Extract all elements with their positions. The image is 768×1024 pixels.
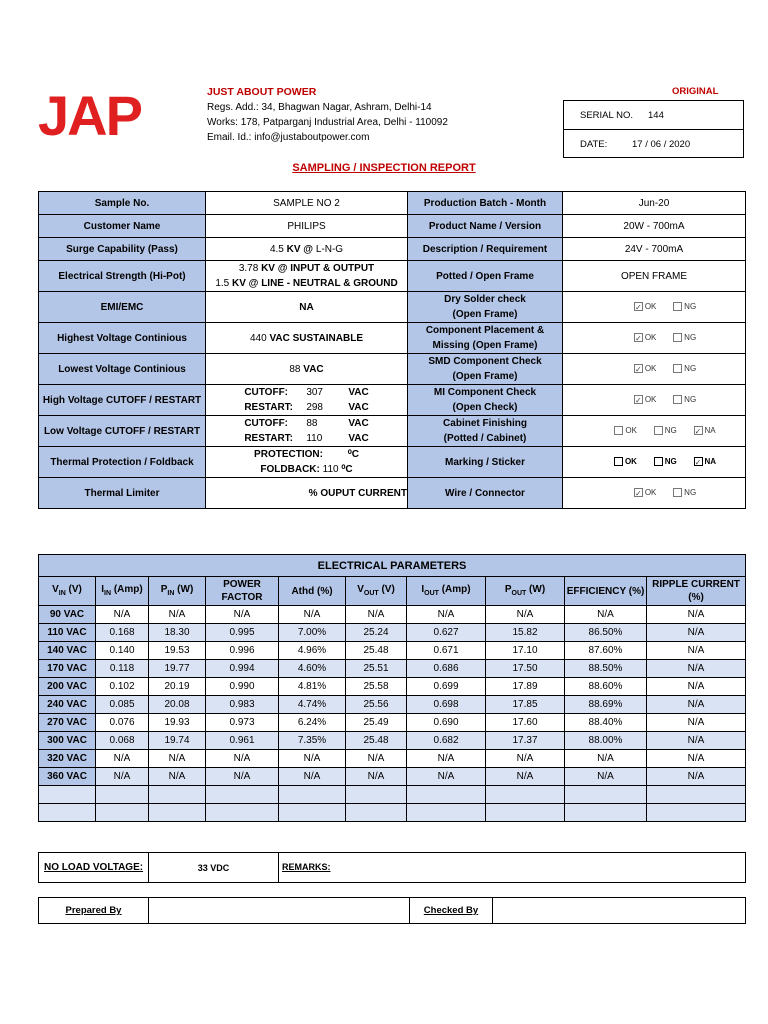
table-cell: 19.53 [149, 642, 206, 660]
blank-cell [149, 804, 206, 822]
table-cell: 0.068 [96, 732, 149, 750]
ng-checkbox[interactable] [673, 333, 682, 342]
table-cell: 18.30 [149, 624, 206, 642]
marking-label: Marking / Sticker [408, 447, 563, 478]
table-cell: N/A [407, 606, 486, 624]
cutoff-label: CUTOFF: [244, 387, 289, 398]
ng-label: NG [684, 302, 697, 312]
ok-label: OK [625, 426, 637, 436]
description-label: Description / Requirement [408, 238, 563, 261]
table-cell: 300 VAC [39, 732, 96, 750]
surge-number: 4.5 [269, 243, 284, 255]
table-row [39, 660, 746, 678]
table-cell: 0.102 [96, 678, 149, 696]
header-pout: $P_{OUT}$ (W) [486, 577, 565, 606]
restart-label: RESTART: [244, 433, 294, 444]
table-cell: 88.69% [565, 696, 647, 714]
no-load-table [38, 852, 746, 883]
table-cell: 0.682 [407, 732, 486, 750]
table-cell: 0.686 [407, 660, 486, 678]
company-info [207, 85, 448, 145]
serial-label: SERIAL NO. [580, 110, 633, 121]
component-label-2: Missing (Open Frame) [432, 340, 538, 351]
potted-value: OPEN FRAME [563, 261, 746, 292]
table-cell: 15.82 [486, 624, 565, 642]
table-cell: 88.40% [565, 714, 647, 732]
table-cell: 0.690 [407, 714, 486, 732]
component-label-1: Component Placement & [425, 325, 545, 336]
info-row [39, 478, 746, 509]
table-cell: N/A [149, 606, 206, 624]
table-cell: 88.00% [565, 732, 647, 750]
table-cell: 7.35% [279, 732, 346, 750]
table-cell: 0.996 [206, 642, 279, 660]
no-load-value: 33 VDC [149, 853, 279, 883]
header-pin: $P_{IN}$ (W) [149, 577, 206, 606]
blank-cell [407, 804, 486, 822]
ok-checkbox[interactable]: ✓ [634, 365, 642, 375]
vac-unit: VAC [348, 433, 369, 444]
prepared-by-label: Prepared By [65, 905, 122, 916]
ng-checkbox[interactable] [673, 364, 682, 373]
checked-by-label: Checked By [423, 905, 479, 916]
smd-label [408, 354, 563, 385]
table-cell: 25.24 [346, 624, 407, 642]
jap-logo [38, 88, 198, 144]
vac-unit: VAC [348, 402, 369, 413]
blank-cell [206, 786, 279, 804]
hipot-line-text: KV @ LINE - NEUTRAL & GROUND [232, 278, 398, 289]
table-cell: 86.50% [565, 624, 647, 642]
mi-label-2: (Open Check) [452, 402, 518, 413]
remarks-label: REMARKS: [282, 862, 331, 872]
ok-checkbox[interactable]: ✓ [634, 489, 642, 499]
table-cell: 88.60% [565, 678, 647, 696]
table-cell: N/A [565, 606, 647, 624]
surge-unit: KV @ [286, 243, 314, 255]
table-cell: N/A [486, 768, 565, 786]
table-cell: 0.085 [96, 696, 149, 714]
table-cell: 320 VAC [39, 750, 96, 768]
table-cell: N/A [486, 606, 565, 624]
table-cell: N/A [647, 678, 746, 696]
thermal-protection-label: Thermal Protection / Foldback [39, 447, 206, 478]
ok-label: OK [644, 488, 657, 498]
serial-value: 144 [648, 110, 664, 121]
thermal-protection-value [206, 447, 408, 478]
info-row [39, 261, 746, 292]
ng-label: NG [684, 395, 697, 405]
header-vout: $V_{OUT}$ (V) [346, 577, 407, 606]
ok-checkbox[interactable]: ✓ [634, 334, 642, 344]
surge-label: Surge Capability (Pass) [39, 238, 206, 261]
regs-address: Regs. Add.: 34, Bhagwan Nagar, Ashram, Delhi-14 [207, 102, 432, 113]
table-cell: 0.990 [206, 678, 279, 696]
table-cell: N/A [279, 606, 346, 624]
highest-voltage-value [206, 323, 408, 354]
table-cell: 25.48 [346, 642, 407, 660]
dry-solder-label-2: (Open Frame) [452, 309, 518, 320]
logo-text: JAP [38, 88, 141, 144]
table-cell: 17.50 [486, 660, 565, 678]
hipot-input-kv: 3.78 [238, 263, 259, 274]
header-efficiency: EFFICIENCY (%) [565, 577, 647, 606]
customer-value: PHILIPS [206, 215, 408, 238]
header-iin: $I_{IN}$ (Amp) [96, 577, 149, 606]
serial-date-box [563, 100, 744, 158]
lv-restart-value: 110 [306, 433, 323, 444]
no-load-label: NO LOAD VOLTAGE: [44, 862, 144, 873]
table-cell: 0.168 [96, 624, 149, 642]
wire-connector-label: Wire / Connector [408, 478, 563, 509]
checked-by-field[interactable] [493, 898, 746, 924]
info-row [39, 354, 746, 385]
hv-cutoff-value: 307 [306, 387, 323, 398]
ok-checkbox[interactable] [614, 457, 623, 466]
mi-label-1: MI Component Check [433, 387, 537, 398]
cabinet-label [408, 416, 563, 447]
table-row [39, 606, 746, 624]
ok-label: OK [624, 457, 637, 467]
table-cell: 25.48 [346, 732, 407, 750]
batch-value: Jun-20 [563, 192, 746, 215]
blank-row [39, 786, 746, 804]
table-cell: 17.10 [486, 642, 565, 660]
table-cell: N/A [647, 606, 746, 624]
table-cell: N/A [206, 606, 279, 624]
hipot-value [206, 261, 408, 292]
blank-cell [279, 804, 346, 822]
info-row [39, 215, 746, 238]
table-cell: 110 VAC [39, 624, 96, 642]
table-cell: N/A [206, 768, 279, 786]
hipot-line-kv: 1.5 [215, 278, 230, 289]
thermal-limiter-label: Thermal Limiter [39, 478, 206, 509]
high-voltage-cutoff-label: High Voltage CUTOFF / RESTART [39, 385, 206, 416]
works-address: Works: 178, Patparganj Industrial Area, Delhi - 110092 [207, 117, 448, 128]
blank-cell [486, 786, 565, 804]
table-cell: 0.698 [407, 696, 486, 714]
signature-table [38, 897, 746, 924]
hipot-input-text: KV @ INPUT & OUTPUT [261, 263, 375, 274]
company-name: JUST ABOUT POWER [207, 86, 317, 98]
table-cell: N/A [647, 732, 746, 750]
table-cell: 25.56 [346, 696, 407, 714]
table-cell: 360 VAC [39, 768, 96, 786]
mi-label [408, 385, 563, 416]
ng-checkbox[interactable] [673, 302, 682, 311]
na-checkbox[interactable]: ✓ [694, 458, 702, 468]
table-cell: 0.118 [96, 660, 149, 678]
ng-label: NG [684, 488, 697, 498]
table-cell: N/A [647, 660, 746, 678]
table-cell: 17.60 [486, 714, 565, 732]
info-row [39, 323, 746, 354]
table-cell: N/A [647, 624, 746, 642]
highest-voltage-label: Highest Voltage Continious [39, 323, 206, 354]
table-cell: 4.81% [279, 678, 346, 696]
table-cell: 19.74 [149, 732, 206, 750]
marking-checks [563, 447, 746, 478]
foldback-value: 110 [322, 464, 339, 475]
table-cell: 19.93 [149, 714, 206, 732]
header-iout: $I_{OUT}$ (Amp) [407, 577, 486, 606]
table-cell: N/A [565, 750, 647, 768]
date-label: DATE: [580, 139, 608, 150]
table-row [39, 624, 746, 642]
lv-cutoff-value: 88 [306, 418, 318, 429]
table-cell: 0.671 [407, 642, 486, 660]
table-cell: N/A [149, 768, 206, 786]
ok-checkbox[interactable] [614, 426, 623, 435]
table-cell: N/A [96, 606, 149, 624]
ng-label: NG [684, 364, 697, 374]
customer-label: Customer Name [39, 215, 206, 238]
table-cell: N/A [647, 750, 746, 768]
blank-cell [149, 786, 206, 804]
table-cell: 6.24% [279, 714, 346, 732]
table-cell: 270 VAC [39, 714, 96, 732]
blank-cell [96, 804, 149, 822]
table-row [39, 732, 746, 750]
table-cell: N/A [96, 750, 149, 768]
ng-label: NG [684, 333, 697, 343]
table-cell: 0.994 [206, 660, 279, 678]
lowest-voltage-value [206, 354, 408, 385]
info-row [39, 385, 746, 416]
info-row [39, 292, 746, 323]
table-cell: N/A [346, 606, 407, 624]
table-cell: 140 VAC [39, 642, 96, 660]
table-cell: N/A [206, 750, 279, 768]
table-cell: 4.60% [279, 660, 346, 678]
table-cell: 4.74% [279, 696, 346, 714]
header-ripple: RIPPLE CURRENT (%) [647, 577, 746, 606]
dry-solder-label-1: Dry Solder check [444, 294, 526, 305]
protection-label: PROTECTION: [254, 449, 323, 460]
cabinet-label-1: Cabinet Finishing [443, 418, 527, 429]
blank-cell [407, 786, 486, 804]
info-row [39, 192, 746, 215]
table-cell: 0.973 [206, 714, 279, 732]
lowest-voltage-unit: VAC [303, 363, 324, 375]
table-cell: 0.076 [96, 714, 149, 732]
deg-c-unit: ⁰C [347, 449, 359, 460]
table-cell: 0.983 [206, 696, 279, 714]
table-cell: N/A [407, 768, 486, 786]
ng-checkbox[interactable] [654, 426, 663, 435]
potted-label: Potted / Open Frame [408, 261, 563, 292]
blank-cell [647, 786, 746, 804]
sample-no-label: Sample No. [39, 192, 206, 215]
blank-cell [39, 786, 96, 804]
table-cell: 20.08 [149, 696, 206, 714]
vac-unit: VAC [348, 387, 369, 398]
sample-info-table [38, 191, 746, 509]
electrical-header-row [39, 577, 746, 606]
component-checks [563, 323, 746, 354]
prepared-by-field[interactable] [149, 898, 410, 924]
table-cell: 17.89 [486, 678, 565, 696]
surge-value [206, 238, 408, 261]
info-row [39, 238, 746, 261]
smd-label-2: (Open Frame) [452, 371, 518, 382]
info-row [39, 447, 746, 478]
table-row [39, 714, 746, 732]
original-label: ORIGINAL [672, 86, 719, 97]
electrical-title-row [39, 555, 746, 577]
table-cell: 0.699 [407, 678, 486, 696]
date-value: 17 / 06 / 2020 [632, 139, 691, 150]
ok-checkbox[interactable]: ✓ [634, 303, 642, 313]
table-cell: N/A [279, 768, 346, 786]
table-cell: 0.627 [407, 624, 486, 642]
lowest-voltage-number: 88 [289, 363, 301, 375]
blank-cell [39, 804, 96, 822]
table-cell: 90 VAC [39, 606, 96, 624]
table-cell: 87.60% [565, 642, 647, 660]
blank-cell [565, 804, 647, 822]
report-title: SAMPLING / INSPECTION REPORT [292, 162, 476, 174]
cutoff-label: CUTOFF: [244, 418, 289, 429]
description-value: 24V - 700mA [563, 238, 746, 261]
table-cell: 170 VAC [39, 660, 96, 678]
table-cell: 19.77 [149, 660, 206, 678]
thermal-limiter-value: % OUPUT CURRENT [206, 478, 408, 509]
table-cell: N/A [565, 768, 647, 786]
table-cell: N/A [279, 750, 346, 768]
low-voltage-cutoff-label: Low Voltage CUTOFF / RESTART [39, 416, 206, 447]
table-row [39, 642, 746, 660]
table-cell: 7.00% [279, 624, 346, 642]
electrical-rows [39, 606, 746, 822]
blank-cell [346, 786, 407, 804]
table-cell: 0.140 [96, 642, 149, 660]
product-label: Product Name / Version [408, 215, 563, 238]
table-row [39, 696, 746, 714]
mi-checks [563, 385, 746, 416]
blank-row [39, 804, 746, 822]
blank-cell [279, 786, 346, 804]
table-cell: 200 VAC [39, 678, 96, 696]
component-label [408, 323, 563, 354]
foldback-label: FOLDBACK: [260, 464, 320, 475]
table-cell: 25.58 [346, 678, 407, 696]
cabinet-label-2: (Potted / Cabinet) [443, 433, 527, 444]
company-email: Email. Id.: info@justaboutpower.com [207, 132, 370, 143]
smd-checks [563, 354, 746, 385]
ng-checkbox[interactable] [673, 488, 682, 497]
ok-label: OK [644, 395, 657, 405]
table-cell: 0.961 [206, 732, 279, 750]
blank-cell [647, 804, 746, 822]
table-cell: 17.37 [486, 732, 565, 750]
table-cell: N/A [346, 768, 407, 786]
cabinet-checks [563, 416, 746, 447]
ng-label: NG [664, 457, 677, 467]
smd-label-1: SMD Component Check [428, 356, 542, 367]
table-cell: 20.19 [149, 678, 206, 696]
table-cell: 4.96% [279, 642, 346, 660]
highest-voltage-text: VAC SUSTAINABLE [269, 332, 363, 344]
table-cell: N/A [647, 714, 746, 732]
ng-checkbox[interactable] [654, 457, 663, 466]
restart-label: RESTART: [244, 402, 294, 413]
table-cell: N/A [647, 642, 746, 660]
na-label: NA [704, 426, 716, 436]
electrical-title: ELECTRICAL PARAMETERS [39, 555, 746, 577]
table-cell: 0.995 [206, 624, 279, 642]
ok-label: OK [644, 302, 657, 312]
ng-checkbox[interactable] [673, 395, 682, 404]
surge-suffix: L-N-G [315, 243, 344, 255]
table-cell: 240 VAC [39, 696, 96, 714]
ok-checkbox[interactable]: ✓ [634, 396, 642, 406]
table-cell: N/A [647, 768, 746, 786]
blank-cell [346, 804, 407, 822]
header-power-factor: POWER FACTOR [206, 577, 279, 606]
table-cell: N/A [407, 750, 486, 768]
header-athd: Athd (%) [279, 577, 346, 606]
emi-label: EMI/EMC [39, 292, 206, 323]
table-cell: 25.51 [346, 660, 407, 678]
na-checkbox[interactable]: ✓ [694, 427, 702, 437]
product-value: 20W - 700mA [563, 215, 746, 238]
deg-c-unit: ⁰C [341, 464, 353, 475]
vac-unit: VAC [348, 418, 369, 429]
table-cell: N/A [96, 768, 149, 786]
wire-connector-checks [563, 478, 746, 509]
hv-restart-value: 298 [306, 402, 323, 413]
na-label: NA [704, 457, 717, 467]
ng-label: NG [664, 426, 677, 436]
blank-cell [565, 786, 647, 804]
table-cell: N/A [486, 750, 565, 768]
table-cell: 17.85 [486, 696, 565, 714]
table-row [39, 678, 746, 696]
blank-cell [486, 804, 565, 822]
table-cell: N/A [346, 750, 407, 768]
batch-label: Production Batch - Month [408, 192, 563, 215]
header-vin: $V_{IN}$ (V) [39, 577, 96, 606]
emi-value: NA [206, 292, 408, 323]
highest-voltage-number: 440 [250, 332, 267, 344]
table-row [39, 750, 746, 768]
table-row [39, 768, 746, 786]
sample-no-value: SAMPLE NO 2 [206, 192, 408, 215]
table-cell: 88.50% [565, 660, 647, 678]
ok-label: OK [644, 364, 657, 374]
blank-cell [96, 786, 149, 804]
lowest-voltage-label: Lowest Voltage Continious [39, 354, 206, 385]
info-row [39, 416, 746, 447]
table-cell: N/A [647, 696, 746, 714]
dry-solder-checks [563, 292, 746, 323]
table-cell: 25.49 [346, 714, 407, 732]
blank-cell [206, 804, 279, 822]
table-cell: N/A [149, 750, 206, 768]
high-voltage-cutoff-value [206, 385, 408, 416]
dry-solder-label [408, 292, 563, 323]
low-voltage-cutoff-value [206, 416, 408, 447]
hipot-label: Electrical Strength (Hi-Pot) [39, 261, 206, 292]
ok-label: OK [644, 333, 657, 343]
electrical-parameters-table [38, 554, 746, 822]
